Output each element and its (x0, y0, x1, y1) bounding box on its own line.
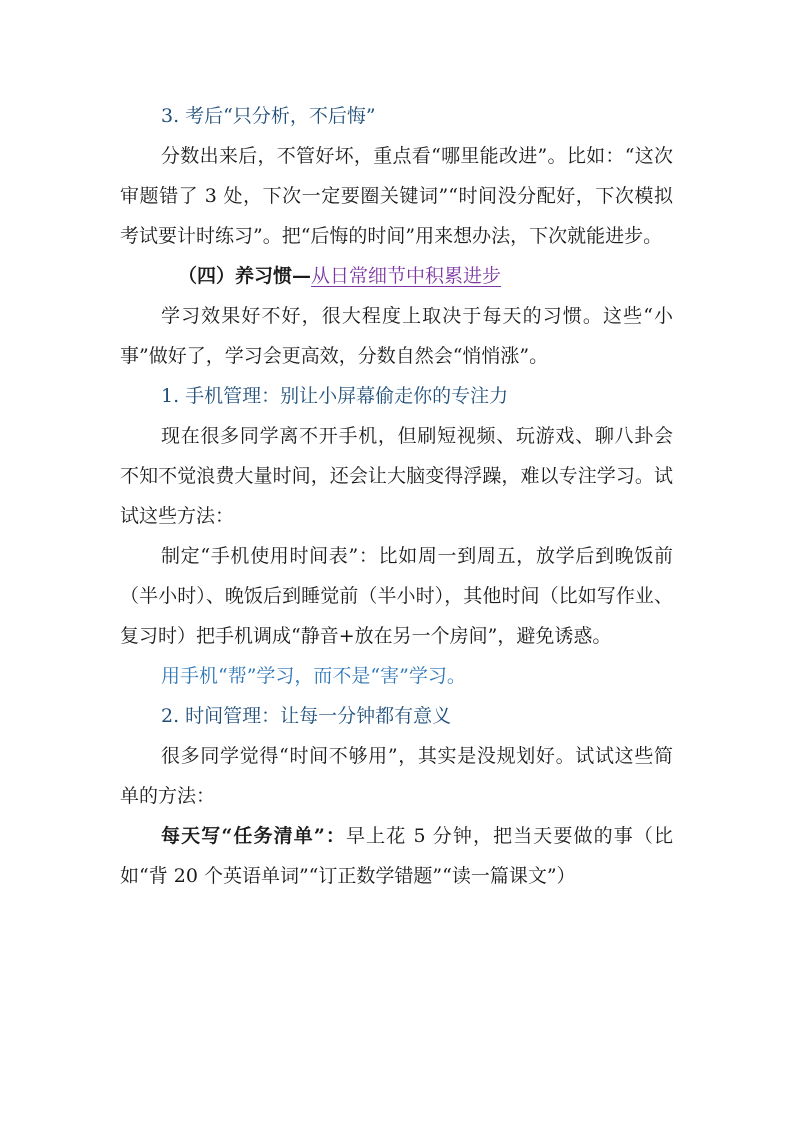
subheading-after-exam: 3. 考后“只分析，不后悔” (161, 105, 376, 127)
section-heading-habits (120, 256, 673, 296)
paragraph-phone-help: 用手机“帮”学习，而不是“害”学习。 (161, 665, 466, 687)
document-body (120, 96, 673, 896)
paragraph-time-intro: 很多同学觉得“时间不够用”，其实是没规划好。试试这些简单的方法： (120, 745, 673, 807)
section-heading-link[interactable]: 从日常细节中积累进步 (311, 265, 502, 287)
section-heading-prefix: （四）养习惯— (178, 265, 312, 287)
subheading-time-management: 2. 时间管理：让每一分钟都有意义 (161, 705, 452, 727)
paragraph-phone-intro: 现在很多同学离不开手机，但刷短视频、玩游戏、聊八卦会不知不觉浪费大量时间，还会让大脑变得浮躁，难以专注学习。试试这些方法： (120, 425, 673, 527)
paragraph-after-exam: 分数出来后，不管好坏，重点看“哪里能改进”。比如：“这次审题错了 3 处，下次一定要圈关键词”“时间没分配好，下次模拟考试要计时练习”。把“后悔的时间”用来想办法，下次就能进步。 (120, 145, 673, 247)
paragraph-task-list (120, 816, 673, 896)
subheading-phone-management: 1. 手机管理：别让小屏幕偷走你的专注力 (161, 385, 509, 407)
task-list-lead: 每天写“任务清单”： (161, 825, 346, 847)
paragraph-habits-intro: 学习效果好不好，很大程度上取决于每天的习惯。这些“小事”做好了，学习会更高效，分数自然会“悄悄涨”。 (120, 305, 673, 367)
task-list-text: 早上花 5 分钟，把当天要做的事（比如“背 20 个英语单词”“订正数学错题”“读一篇课文”） (120, 825, 673, 887)
paragraph-phone-schedule: 制定“手机使用时间表”：比如周一到周五，放学后到晚饭前（半小时）、晚饭后到睡觉前（半小时），其他时间（比如写作业、复习时）把手机调成“静音+放在另一个房间”，避免诱惑。 (120, 545, 673, 647)
